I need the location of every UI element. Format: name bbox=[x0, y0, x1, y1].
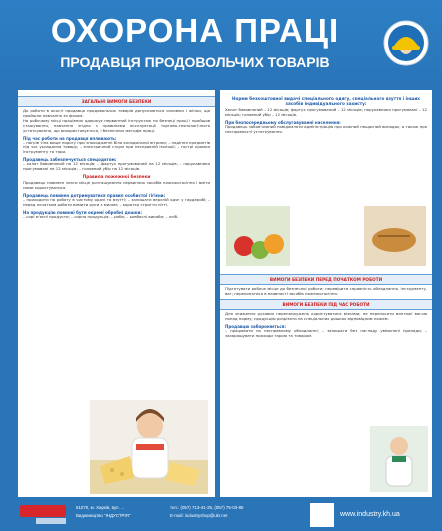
hygiene-subheading: Продавець повинен дотримуватися правил особистої гігієни: bbox=[23, 192, 166, 198]
fire-safety-heading: Правила пожежної безпеки bbox=[82, 174, 151, 180]
footer-address: 61070, м. Харків, вул. ... bbox=[76, 505, 125, 510]
before-work-paragraph: Підготувати робоче місце до безпечної роботи; перевірити справність обладнання, інструменту, ваг; переконатися в наявності засобів пожежогасіння. bbox=[225, 286, 427, 296]
notice-paragraph: Продавець зобов'язаний повідомляти адміністрацію про кожний нещасний випадок, а також про несправності устаткування. bbox=[225, 123, 427, 134]
fire-safety-paragraph: Продавець повинен знати місце розташування первинних засобів пожежогасіння і вміти ними користуватися. bbox=[23, 180, 210, 190]
qr-code-icon bbox=[310, 503, 334, 527]
publisher-logo-mark bbox=[36, 518, 66, 524]
boards-subheading: На продукцію повинні бути окремі обробні дошки: bbox=[23, 209, 142, 215]
bread-photo bbox=[364, 206, 426, 266]
vegetables-photo bbox=[226, 206, 290, 266]
saleswoman-cheese-photo bbox=[90, 400, 208, 494]
page-title: ОХОРОНА ПРАЦІ bbox=[50, 12, 340, 49]
notice-subheading: При безпосередньому обслуговуванні населення: bbox=[225, 119, 341, 125]
right-column bbox=[220, 90, 432, 497]
publisher-logo-icon bbox=[20, 505, 66, 517]
ppe-heading: Норми безкоштовної видачі спеціального одягу, спеціального взуття і інших засобів індивідуального захисту: bbox=[232, 96, 420, 106]
header bbox=[0, 0, 442, 90]
ppe-paragraph: Халат бавовняний – 12 місяців; фартух прогумований – 12 місяців; нарукавники прогумовані – 12 місяців; головний убір – 12 місяців. bbox=[225, 107, 427, 117]
footer bbox=[0, 497, 442, 531]
clothing-paragraph: – халат бавовняний на 12 місяців; – фартух прогумований на 12 місяців; – нарукавники прогумовані на 12 місяців; – головний убір на 12 місяців. bbox=[23, 161, 210, 172]
footer-website[interactable]: www.industry.kh.ua bbox=[340, 511, 400, 518]
clothing-subheading: Продавець забезпечується спецодягом: bbox=[23, 157, 117, 163]
boards-paragraph: – сирі м'ясні продукти; – сирна продукція; – риба; – ковбасні вироби; – хліб. bbox=[23, 213, 179, 219]
factors-paragraph: – нагрів тіла вище порогу при знаходженні біля холодильної вітрини; – падіння предметів під час укладання товару; – електричний струм при несправній ізоляції; – гострі кромки інструменту та тари. bbox=[23, 139, 210, 155]
during-work-heading: ВИМОГИ БЕЗПЕКИ ПІД ЧАС РОБОТИ bbox=[282, 301, 370, 307]
footer-phone: тел.: (057) 713-41-25, (057) 75-03-86 bbox=[170, 505, 244, 510]
hygiene-paragraph: – приходити на роботу в чистому одязі та взутті; – залишати верхній одяг у гардеробі; – перед початком роботи вимити руки з милом; – коротко стригти нігті. bbox=[23, 196, 210, 207]
factors-subheading: Під час роботи на продавця впливають: bbox=[23, 135, 117, 141]
general-paragraph-2: На робочому місці працівник одержує первинний інструктаж по безпеці праці і пройшов стажування, навчання згідно з правилами експлуатації торгово-технологічного устаткування, що використовується, і безпечних методів праці. bbox=[23, 117, 210, 133]
before-work-heading: ВИМОГИ БЕЗПЕКИ ПЕРЕД ПОЧАТКОМ РОБОТИ bbox=[269, 277, 383, 282]
section-general-heading: ЗАГАЛЬНІ ВИМОГИ БЕЗПЕКИ bbox=[81, 99, 152, 104]
salesman-photo bbox=[370, 426, 428, 492]
footer-publisher: Видавництво "ІНДУСТРІЯ" bbox=[76, 513, 131, 518]
forbidden-paragraph: – працювати на несправному обладнанні; – залишати без нагляду увімкнені прилади; – захаращувати проходи тарою та товаром. bbox=[225, 327, 427, 338]
footer-email[interactable]: E-mail: industryshop@ukr.net bbox=[170, 513, 228, 518]
left-column bbox=[18, 90, 215, 497]
worker-helmet-logo-icon bbox=[383, 20, 429, 66]
page-subtitle: ПРОДАВЦЯ ПРОДОВОЛЬЧИХ ТОВАРІВ bbox=[60, 54, 330, 70]
general-paragraph-1: До роботи в якості продавця продовольчих товарів допускаються чоловіки і жінки, що пройшли навчання за фахом. bbox=[23, 108, 210, 118]
during-work-paragraph: Для зниження рухових перенапружень користуватися візками; не переносити вантажі вагою понад норму; продукцію розрізати на спеціальних дошках відповідним ножем. bbox=[225, 310, 427, 321]
forbidden-subheading: Продавцю забороняється: bbox=[225, 323, 286, 329]
